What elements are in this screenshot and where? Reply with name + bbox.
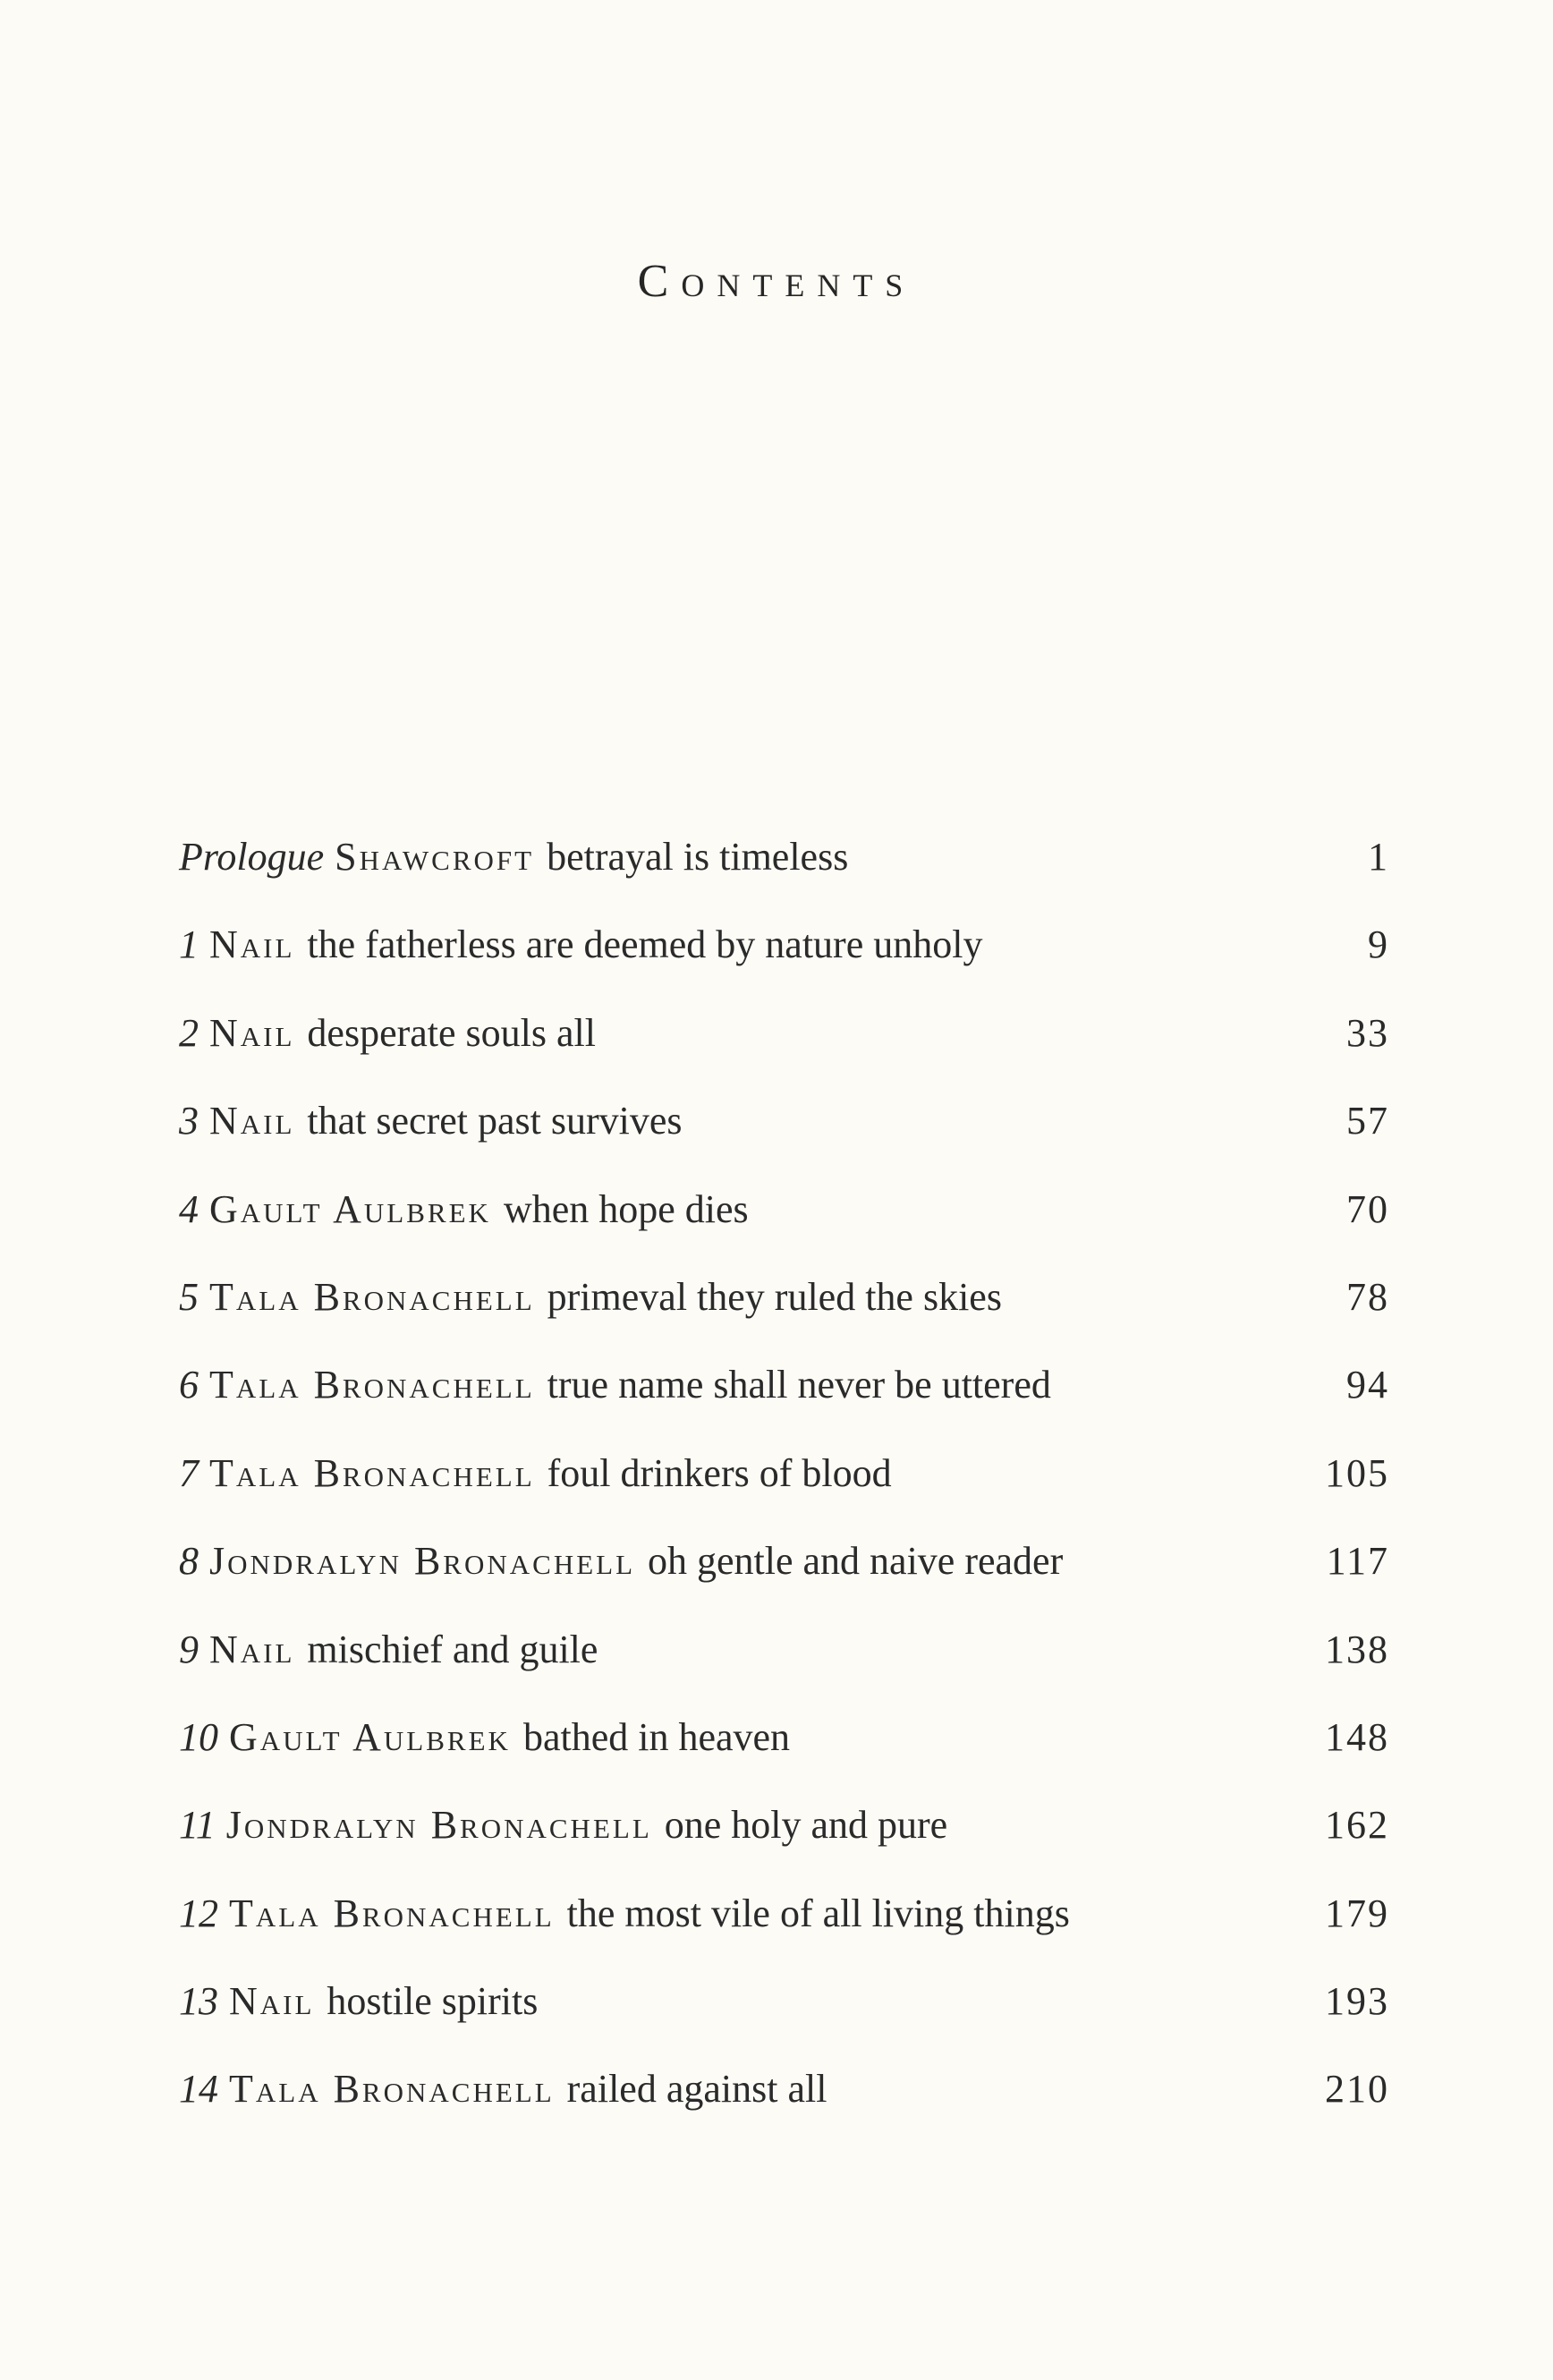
chapter-narrator: Gault Aulbrek <box>209 1186 491 1231</box>
chapter-narrator: Tala Bronachell <box>209 1363 535 1407</box>
chapter-number: 5 <box>179 1274 199 1319</box>
chapter-narrator: Jondralyn Bronachell <box>225 1803 652 1848</box>
entry-heading <box>179 1166 749 1254</box>
toc-entry <box>179 990 1389 1077</box>
chapter-narrator: Jondralyn Bronachell <box>209 1539 636 1584</box>
chapter-subtitle: foul drinkers of blood <box>547 1450 892 1495</box>
chapter-narrator: Tala Bronachell <box>229 1891 555 1935</box>
page-number: 33 <box>1346 1010 1389 1055</box>
toc-entry <box>179 1694 1389 1781</box>
page-number: 70 <box>1346 1186 1389 1231</box>
toc-entry <box>179 1781 1389 1869</box>
entry-heading <box>179 1430 892 1517</box>
toc-entry <box>179 813 1389 901</box>
chapter-number: 11 <box>179 1803 216 1848</box>
chapter-number: 3 <box>179 1099 199 1143</box>
page-number: 1 <box>1368 835 1389 879</box>
page-title: Contents <box>637 255 916 307</box>
entry-heading <box>179 813 848 901</box>
chapter-subtitle: desperate souls all <box>307 1010 596 1055</box>
chapter-subtitle: mischief and guile <box>307 1627 598 1671</box>
chapter-subtitle: one holy and pure <box>664 1803 948 1848</box>
entry-heading <box>179 1606 598 1694</box>
entry-heading <box>179 1958 538 2045</box>
page-number: 57 <box>1346 1099 1389 1143</box>
chapter-narrator: Nail <box>209 922 295 967</box>
chapter-number: 7 <box>179 1450 199 1495</box>
toc-entry <box>179 1341 1389 1429</box>
chapter-narrator: Shawcroft <box>335 835 535 879</box>
entry-heading <box>179 990 596 1077</box>
chapter-number: 10 <box>179 1714 218 1759</box>
chapter-subtitle: the fatherless are deemed by nature unholy <box>307 922 983 967</box>
entry-heading <box>179 1870 1070 1958</box>
chapter-number: 14 <box>179 2067 218 2112</box>
chapter-number: Prologue <box>179 835 325 879</box>
page-number: 78 <box>1346 1274 1389 1319</box>
toc-entry <box>179 1958 1389 2045</box>
toc-entry <box>179 1606 1389 1694</box>
entry-heading <box>179 1694 790 1781</box>
chapter-subtitle: oh gentle and naive reader <box>648 1539 1064 1584</box>
page-number: 105 <box>1325 1450 1389 1495</box>
toc-entry <box>179 1254 1389 1341</box>
page-number: 9 <box>1368 922 1389 967</box>
chapter-subtitle: betrayal is timeless <box>547 835 849 879</box>
page-number: 179 <box>1325 1891 1389 1935</box>
toc-entry <box>179 2045 1389 2133</box>
chapter-subtitle: true name shall never be uttered <box>547 1363 1051 1407</box>
entry-heading <box>179 1517 1063 1605</box>
chapter-subtitle: bathed in heaven <box>522 1714 791 1759</box>
chapter-narrator: Tala Bronachell <box>229 2067 555 2112</box>
page-number: 210 <box>1325 2067 1389 2112</box>
page-number: 162 <box>1325 1803 1389 1848</box>
chapter-number: 8 <box>179 1539 199 1584</box>
chapter-subtitle: the most vile of all living things <box>566 1891 1070 1935</box>
chapter-number: 4 <box>179 1186 199 1231</box>
page-number: 148 <box>1325 1714 1389 1759</box>
chapter-narrator: Nail <box>209 1099 295 1143</box>
chapter-narrator: Tala Bronachell <box>209 1274 535 1319</box>
toc-entry <box>179 1430 1389 1517</box>
table-of-contents <box>179 813 1389 2134</box>
chapter-narrator: Nail <box>209 1627 295 1671</box>
chapter-subtitle: that secret past survives <box>307 1099 683 1143</box>
entry-heading <box>179 1341 1051 1429</box>
toc-entry <box>179 1166 1389 1254</box>
chapter-number: 13 <box>179 1979 218 2024</box>
chapter-narrator: Gault Aulbrek <box>229 1714 511 1759</box>
toc-entry <box>179 1517 1389 1605</box>
page-number: 117 <box>1326 1539 1389 1584</box>
page-number: 138 <box>1325 1627 1389 1671</box>
chapter-subtitle: primeval they ruled the skies <box>547 1274 1002 1319</box>
chapter-number: 2 <box>179 1010 199 1055</box>
chapter-subtitle: when hope dies <box>503 1186 749 1231</box>
page-number: 94 <box>1346 1363 1389 1407</box>
toc-entry <box>179 1870 1389 1958</box>
toc-entry <box>179 901 1389 989</box>
chapter-narrator: Nail <box>229 1979 315 2024</box>
entry-heading <box>179 901 982 989</box>
chapter-narrator: Nail <box>209 1010 295 1055</box>
chapter-number: 1 <box>179 922 199 967</box>
entry-heading <box>179 1781 947 1869</box>
chapter-subtitle: railed against all <box>566 2067 827 2112</box>
chapter-subtitle: hostile spirits <box>327 1979 539 2024</box>
chapter-number: 6 <box>179 1363 199 1407</box>
chapter-number: 12 <box>179 1891 218 1935</box>
chapter-narrator: Tala Bronachell <box>209 1450 535 1495</box>
chapter-number: 9 <box>179 1627 199 1671</box>
entry-heading <box>179 1077 683 1165</box>
entry-heading <box>179 1254 1002 1341</box>
toc-entry <box>179 1077 1389 1165</box>
page-number: 193 <box>1325 1979 1389 2024</box>
entry-heading <box>179 2045 827 2133</box>
